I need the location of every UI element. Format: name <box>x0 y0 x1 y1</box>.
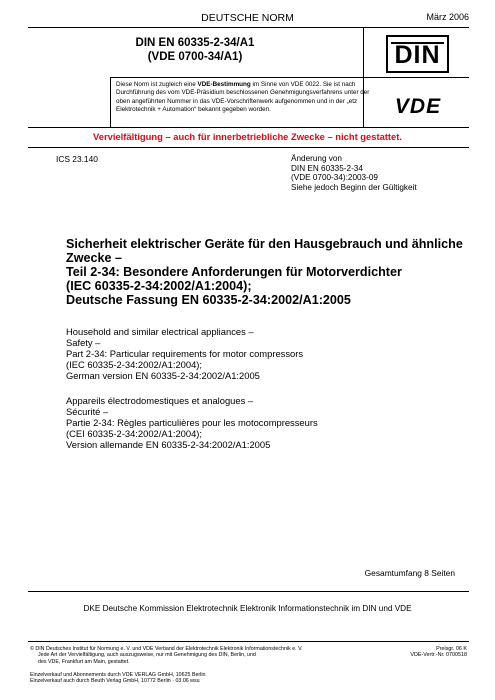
title-german: Sicherheit elektrischer Geräte für den Hausgebrauch und ähnliche Zwecke – Teil 2-34: Besondere Anforderungen für Motorverdichter (IEC 60335-2-34:2002/A1:2004); Deutsche Fassung EN 60335-2-34:2002/A1:2005 <box>66 237 463 307</box>
title-english: Household and similar electrical appliances – Safety – Part 2-34: Particular requirements for motor compressors (IEC 60335-2-34:2002/A1:2004); German version EN 60335-2-34:2002/A1:2005 <box>66 326 304 381</box>
copyright-notice: © DIN Deutsches Institut für Normung e. V. und VDE Verband der Elektrotechnik Elektronik Informationstechnik e. V. Jede Art der Vervielfältigung, auch auszugsweise, nur mit Genehmigung des DIN, Berlin, und des VDE, Frankfurt am Main, gestattet. <box>30 646 303 665</box>
notice-divider <box>110 77 111 127</box>
price-group: Preisgr. 06 K <box>436 646 467 652</box>
vde-notice: Diese Norm ist zugleich eine VDE-Bestimmung im Sinne von VDE 0022. Sie ist nach Durchführung des vom VDE-Präsidium beschlossenen Genehmigungsverfahrens unter der oben angeführten Nummer in das VDE-Vorschriftenwerk aufgenommen und in der „etz Elektrotechnik + Automation“ bekannt gegeben worden. <box>116 81 370 113</box>
sales-info: Einzelverkauf und Abonnements durch VDE VERLAG GmbH, 10625 Berlin Einzelverkauf auch durch Beuth Verlag GmbH, 10772 Berlin · 03.06 wsu <box>30 672 206 685</box>
price-info <box>410 646 467 659</box>
dke-line: DKE Deutsche Kommission Elektrotechnik Elektronik Informationstechnik im DIN und VDE <box>83 604 412 613</box>
document-number: DIN EN 60335-2-34/A1 <box>135 37 255 49</box>
amendment-info: Änderung von DIN EN 60335-2-34 (VDE 0700-34):2003-09 Siehe jedoch Beginn der Gültigkeit <box>291 154 417 192</box>
total-pages: Gesamtumfang 8 Seiten <box>364 568 455 578</box>
header-bottom-rule <box>28 127 469 128</box>
standard-label: DEUTSCHE NORM <box>201 12 294 24</box>
vde-logo: VDE <box>394 95 442 118</box>
meta-rule <box>28 147 469 148</box>
publication-date: März 2006 <box>426 12 469 22</box>
din-logo <box>386 35 449 73</box>
footer-rule <box>28 641 469 642</box>
din-logo-text: DIN <box>394 41 441 69</box>
vde-number: (VDE 0700-34/A1) <box>147 51 243 63</box>
title-box-rule <box>110 77 469 78</box>
ics-code: ICS 23.140 <box>56 154 98 164</box>
header-rule <box>28 27 469 28</box>
vde-order-number: VDE-Vertr.-Nr. 0700518 <box>410 652 467 659</box>
title-french: Appareils électrodomestiques et analogues – Sécurité – Partie 2-34: Règles particulières pour les motocompresseurs (CEI 60335-2-34:2002/A1:2004); Version allemande EN 60335-2-34:2002/A1:2005 <box>66 395 318 450</box>
dke-rule <box>28 591 469 592</box>
reproduction-notice: Vervielfältigung – auch für innerbetriebliche Zwecke – nicht gestattet. <box>93 131 402 142</box>
